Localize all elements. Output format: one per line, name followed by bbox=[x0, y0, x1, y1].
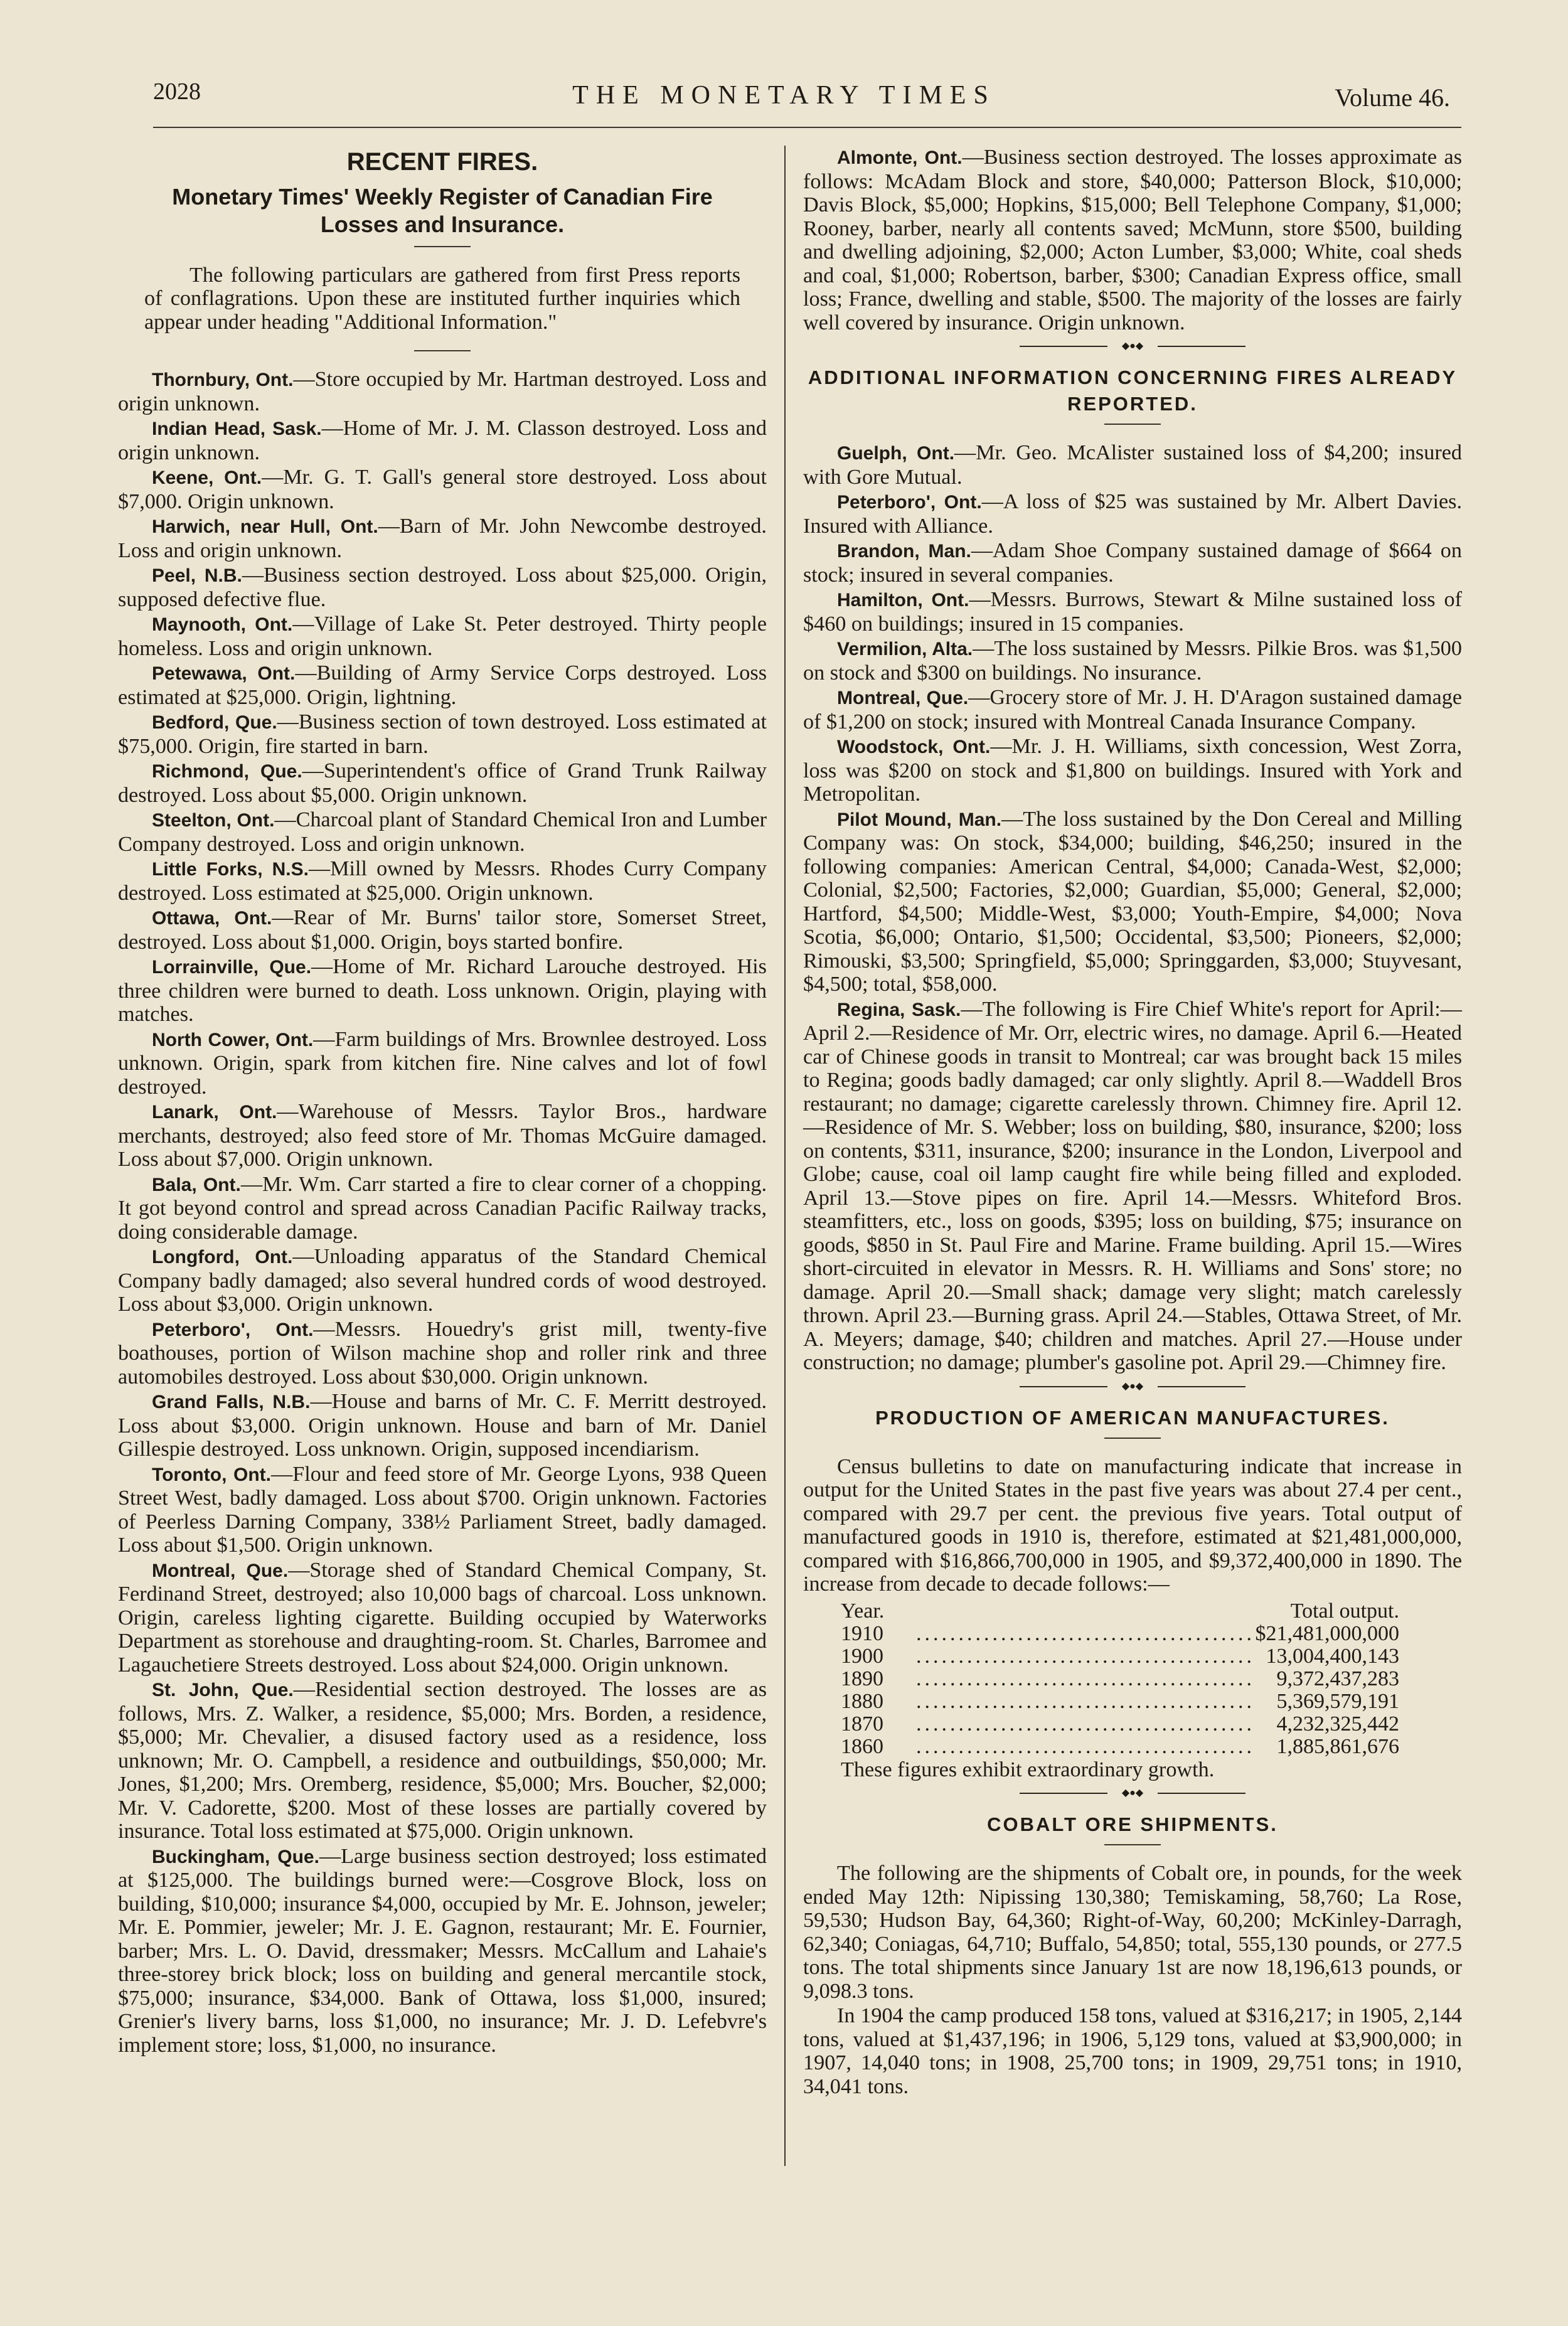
fires-entry bbox=[118, 417, 767, 464]
entry-text: —Storage shed of Standard Chemical Company, St. Ferdinand Street, destroyed; also 10,000 bags of charcoal. Loss unknown. Origin, careless lighting cigarette. Building occupied by Waterworks Department as storehouse and draughting-room. St. Charles, Barromee and Lagauchetiere Streets destroyed. Loss about $24,000. Origin unknown. bbox=[118, 1558, 767, 1677]
ornament-divider: ◆●◆ bbox=[1020, 1788, 1245, 1799]
place-name: Bala, Ont. bbox=[152, 1174, 241, 1195]
short-rule bbox=[1104, 1844, 1161, 1845]
fires-intro: The following particulars are gathered from first Press reports of conflagrations. Upon these are instituted further inquiries which appear under heading "Additional Information." bbox=[144, 263, 740, 334]
fires-entry bbox=[118, 759, 767, 807]
output-cell: 1,885,861,676 bbox=[1276, 1734, 1399, 1758]
leader-dots: ........................................ bbox=[916, 1645, 1255, 1668]
place-name: Toronto, Ont. bbox=[152, 1464, 272, 1485]
place-name: Maynooth, Ont. bbox=[152, 614, 293, 635]
fires-entry bbox=[118, 955, 767, 1027]
leader-dots: ........................................ bbox=[916, 1690, 1255, 1713]
additional-entry bbox=[803, 998, 1462, 1375]
fire-entry-list bbox=[118, 368, 767, 2057]
place-name: Thornbury, Ont. bbox=[152, 370, 294, 390]
additional-entry bbox=[803, 490, 1462, 538]
year-cell: 1900 bbox=[841, 1644, 883, 1668]
output-cell: 5,369,579,191 bbox=[1276, 1689, 1399, 1713]
entry-text: —Village of Lake St. Peter destroyed. Thirty people homeless. Loss and origin unknown. bbox=[118, 612, 767, 660]
output-table bbox=[841, 1600, 1399, 1758]
place-name: Montreal, Que. bbox=[152, 1560, 289, 1581]
output-header: Total output. bbox=[1290, 1599, 1399, 1623]
header-rule bbox=[153, 127, 1461, 128]
entry-text: —Large business section destroyed; loss estimated at $125,000. The buildings burned were:—Cosgrove Block, loss on building, $10,000; insurance $4,000, occupied by Mr. E. Johnson, jeweler; Mr. E. Pommier, jeweler; Mr. J. E. Gagnon, restaurant; Mr. E. Fournier, barber; Mrs. L. O. David, dressmaker; Messrs. McCallum and Lahaie's three-storey brick block; loss on building and general mercantile stock, $75,000; insurance, $34,000. Bank of Ottawa, loss $1,000, insured; Grenier's livery barns, loss $1,000, no insurance; Mr. J. D. Lefebvre's implement store; loss, $1,000, no insurance. bbox=[118, 1844, 767, 2057]
fires-entry bbox=[118, 1245, 767, 1316]
year-cell: 1880 bbox=[841, 1689, 883, 1713]
fires-entry bbox=[118, 808, 767, 856]
output-row bbox=[841, 1623, 1399, 1645]
fires-entry bbox=[118, 857, 767, 905]
place-name: Vermilion, Alta. bbox=[837, 639, 973, 659]
fires-entry bbox=[118, 1463, 767, 1557]
ornament-divider: ◆●◆ bbox=[1020, 341, 1245, 352]
output-cell: 9,372,437,283 bbox=[1276, 1667, 1399, 1690]
year-header: Year. bbox=[841, 1599, 885, 1623]
place-name: Almonte, Ont. bbox=[837, 147, 963, 168]
place-name: Grand Falls, N.B. bbox=[152, 1392, 311, 1412]
manufactures-note: These figures exhibit extraordinary growth. bbox=[841, 1758, 1215, 1781]
entry-text: —Superintendent's office of Grand Trunk Railway destroyed. Loss about $5,000. Origin unknown. bbox=[118, 759, 767, 807]
volume-label: Volume 46. bbox=[1335, 83, 1450, 112]
entry-text: —The loss sustained by Messrs. Pilkie Bros. was $1,500 on stock and $300 on buildings. No insurance. bbox=[803, 637, 1462, 685]
place-name: Harwich, near Hull, Ont. bbox=[152, 516, 378, 537]
place-name: Montreal, Que. bbox=[837, 688, 969, 708]
place-name: Woodstock, Ont. bbox=[837, 737, 991, 757]
place-name: Longford, Ont. bbox=[152, 1247, 293, 1267]
place-name: Peterboro', Ont. bbox=[837, 492, 982, 513]
place-name: North Cower, Ont. bbox=[152, 1029, 314, 1050]
short-rule bbox=[1104, 424, 1161, 425]
fires-entry bbox=[118, 1318, 767, 1389]
place-name: Indian Head, Sask. bbox=[152, 419, 322, 439]
entry-text: —Home of Mr. J. M. Classon destroyed. Loss and origin unknown. bbox=[118, 417, 767, 464]
entry-text: —Adam Shoe Company sustained damage of $664 on stock; insured in several companies. bbox=[803, 539, 1462, 587]
column-divider bbox=[784, 146, 786, 2166]
output-row bbox=[841, 1736, 1399, 1758]
short-rule bbox=[414, 246, 471, 247]
cobalt-paragraph-2: In 1904 the camp produced 158 tons, valued at $316,217; in 1905, 2,144 tons, valued at $1,437,196; in 1906, 5,129 tons, valued at $3,900,000; in 1907, 14,040 tons; in 1908, 25,700 tons; in 1909, 29,751 tons; in 1910, 34,041 tons. bbox=[803, 2004, 1462, 2098]
place-name: Lanark, Ont. bbox=[152, 1102, 277, 1123]
additional-title: ADDITIONAL INFORMATION CONCERNING FIRES ALREADY REPORTED. bbox=[808, 366, 1458, 415]
place-name: Peel, N.B. bbox=[152, 565, 242, 586]
place-name: Bedford, Que. bbox=[152, 712, 277, 733]
entry-text: —Store occupied by Mr. Hartman destroyed. Loss and origin unknown. bbox=[118, 368, 767, 415]
fires-entry bbox=[118, 710, 767, 758]
place-name: Pilot Mound, Man. bbox=[837, 809, 1002, 830]
entry-text: —Home of Mr. Richard Larouche destroyed. His three children were burned to death. Loss unknown. Origin, playing with matches. bbox=[118, 955, 767, 1026]
output-cell: $21,481,000,000 bbox=[1255, 1621, 1399, 1645]
fires-title: RECENT FIRES. bbox=[346, 148, 538, 176]
place-name: Ottawa, Ont. bbox=[152, 908, 272, 929]
output-row bbox=[841, 1690, 1399, 1713]
fires-entry bbox=[118, 1845, 767, 2057]
entry-text: —Barn of Mr. John Newcombe destroyed. Loss and origin unknown. bbox=[118, 515, 767, 562]
manufactures-title: PRODUCTION OF AMERICAN MANUFACTURES. bbox=[875, 1406, 1390, 1429]
entry-text: —The loss sustained by the Don Cereal and Milling Company was: On stock, $34,000; building, $46,250; insured in the following companies: American Central, $4,000; Canada-West, $2,000; Colonial, $2,500; Factories, $2,000; Guardian, $5,000; General, $2,000; Hartford, $4,500; Middle-West, $3,000; Youth-Empire, $4,000; Nova Scotia, $6,000; Ontario, $1,500; Occidental, $3,500; Pioneers, $2,000; Rimouski, $3,500; Springfield, $5,000; Springgarden, $3,000; Stuyvesant, $4,500; total, $58,000. bbox=[803, 807, 1462, 996]
output-row bbox=[841, 1713, 1399, 1736]
fires-entry bbox=[118, 1028, 767, 1099]
fires-entry bbox=[118, 661, 767, 709]
entry-text: —Rear of Mr. Burns' tailor store, Somerset Street, destroyed. Loss about $1,000. Origin, boys started bonfire. bbox=[118, 906, 767, 954]
output-cell: 4,232,325,442 bbox=[1276, 1712, 1399, 1736]
cobalt-title: COBALT ORE SHIPMENTS. bbox=[987, 1813, 1278, 1835]
right-column bbox=[803, 146, 1462, 2099]
additional-entry bbox=[803, 637, 1462, 685]
fires-entry bbox=[118, 1678, 767, 1843]
leader-dots: ........................................ bbox=[916, 1735, 1255, 1758]
entry-text: —Mr. J. H. Williams, sixth concession, West Zorra, loss was $200 on stock and $1,800 on buildings. Insured with York and Metropolitan. bbox=[803, 735, 1462, 806]
ornament-divider: ◆●◆ bbox=[1020, 1381, 1245, 1392]
journal-title: THE MONETARY TIMES bbox=[572, 81, 996, 110]
additional-entry bbox=[803, 735, 1462, 806]
year-cell: 1890 bbox=[841, 1667, 883, 1690]
place-name: St. John, Que. bbox=[152, 1680, 294, 1700]
entry-text: —Charcoal plant of Standard Chemical Iron and Lumber Company destroyed. Loss and origin unknown. bbox=[118, 808, 767, 856]
leader-dots: ........................................ bbox=[916, 1622, 1255, 1645]
fires-entry bbox=[118, 612, 767, 660]
entry-text: —Mr. Geo. McAlister sustained loss of $4,200; insured with Gore Mutual. bbox=[803, 441, 1462, 489]
fires-entry bbox=[118, 1100, 767, 1171]
entry-text: —Grocery store of Mr. J. H. D'Aragon sustained damage of $1,200 on stock; insured with Montreal Canada Insurance Company. bbox=[803, 686, 1463, 734]
place-name: Steelton, Ont. bbox=[152, 810, 275, 831]
year-cell: 1860 bbox=[841, 1734, 883, 1758]
place-name: Little Forks, N.S. bbox=[152, 859, 309, 880]
cobalt-paragraph-1: The following are the shipments of Cobalt ore, in pounds, for the week ended May 12th: Nipissing 130,380; Temiskaming, 58,760; La Rose, 59,530; Hudson Bay, 64,360; Right-of-Way, 60,200; McKinley-Darragh, 62,340; Coniagas, 64,710; Buffalo, 54,850; total, 555,130 pounds, or 277.5 tons. The total shipments since January 1st are now 18,196,613 pounds, or 9,098.3 tons. bbox=[803, 1862, 1462, 2003]
additional-entry bbox=[803, 539, 1462, 587]
output-row bbox=[841, 1668, 1399, 1690]
additional-entry bbox=[803, 588, 1462, 636]
entry-text: —The following is Fire Chief White's report for April:—April 2.—Residence of Mr. Orr, electric wires, no damage. April 6.—Heated car of Chinese goods in transit to Montreal; car was brought back 15 miles to Regina; goods badly damaged; car only slightly. April 8.—Waddell Bros restaurant; no damage; cigarette carelessly thrown. Chimney fire. April 12.—Residence of Mr. S. Webber; loss on building, $80, insurance, $200; loss on contents, $311, insurance, $200; insurance in the London, Liverpool and Globe; cause, coal oil lamp caught fire while being filled and exploded. April 13.—Stove pipes on fire. April 14.—Messrs. Whiteford Bros. steamfitters, etc., loss on goods, $395; loss on building, $75; insurance on goods, $850 in St. Paul Fire and Marine. Frame building. April 15.—Wires short-circuited in elevator in Messrs. R. H. Williams and Sons' store; no damage. April 20.—Small shack; damage very slight; match carelessly thrown. April 23.—Burning grass. April 24.—Stables, Ottawa Street, of Mr. A. Meyers; damage, $40; children and matches. April 27.—House under construction; no damage; plumber's gasoline pot. April 29.—Chimney fire. bbox=[803, 997, 1462, 1374]
leader-dots: ........................................ bbox=[916, 1712, 1255, 1736]
fires-entry bbox=[118, 1390, 767, 1461]
short-rule bbox=[1104, 1438, 1161, 1439]
entry-text: —Unloading apparatus of the Standard Chemical Company badly damaged; also several hundred cords of wood destroyed. Loss about $3,000. Origin unknown. bbox=[118, 1245, 767, 1316]
place-name: Regina, Sask. bbox=[837, 999, 961, 1020]
entry-text: —Warehouse of Messrs. Taylor Bros., hardware merchants, destroyed; also feed store of Mr. Thomas McGuire damaged. Loss about $7,000. Origin unknown. bbox=[118, 1100, 767, 1171]
entry-text: —A loss of $25 was sustained by Mr. Albert Davies. Insured with Alliance. bbox=[803, 490, 1462, 538]
page-number: 2028 bbox=[153, 78, 201, 105]
additional-entry bbox=[803, 686, 1462, 734]
fires-entry bbox=[118, 563, 767, 611]
additional-entry-list bbox=[803, 441, 1462, 1375]
running-header bbox=[0, 74, 1568, 124]
entry-text: —Farm buildings of Mrs. Brownlee destroyed. Loss unknown. Origin, spark from kitchen fire. Nine calves and lot of fowl destroyed. bbox=[118, 1027, 767, 1099]
place-name: Peterboro', Ont. bbox=[152, 1319, 314, 1340]
entry-text: —Messrs. Houedry's grist mill, twenty-five boathouses, portion of Wilson machine shop and roller rink and three automobiles destroyed. Loss about $30,000. Origin unknown. bbox=[118, 1317, 767, 1389]
place-name: Buckingham, Que. bbox=[152, 1846, 319, 1867]
entry-text: —Business section destroyed. Loss about $25,000. Origin, supposed defective flue. bbox=[118, 563, 767, 611]
place-name: Hamilton, Ont. bbox=[837, 590, 969, 611]
short-rule bbox=[414, 350, 471, 351]
output-row bbox=[841, 1645, 1399, 1668]
entry-text: —House and barns of Mr. C. F. Merritt destroyed. Loss about $3,000. Origin unknown. House and barn of Mr. Daniel Gillespie destroyed. Loss unknown. Origin, supposed incendiarism. bbox=[118, 1390, 767, 1461]
place-name: Lorrainville, Que. bbox=[152, 957, 312, 978]
fires-entry bbox=[803, 146, 1462, 334]
entry-text: —Mill owned by Messrs. Rhodes Curry Company destroyed. Loss estimated at $25,000. Origin unknown. bbox=[118, 857, 767, 905]
place-name: Guelph, Ont. bbox=[837, 443, 955, 464]
entry-text: —Mr. G. T. Gall's general store destroyed. Loss about $7,000. Origin unknown. bbox=[118, 466, 767, 513]
year-cell: 1910 bbox=[841, 1621, 883, 1645]
entry-text: —Building of Army Service Corps destroyed. Loss estimated at $25,000. Origin, lightning. bbox=[118, 661, 767, 709]
entry-text: —Business section of town destroyed. Loss estimated at $75,000. Origin, fire started in barn. bbox=[118, 710, 767, 758]
place-name: Richmond, Que. bbox=[152, 761, 302, 782]
fires-entry bbox=[118, 466, 767, 513]
entry-text: —Flour and feed store of Mr. George Lyons, 938 Queen Street West, badly damaged. Loss about $700. Origin unknown. Factories of Peerless Darning Company, 338½ Parliament Street, badly damaged. Loss about $1,500. Origin unknown. bbox=[118, 1462, 767, 1557]
entry-text: —Messrs. Burrows, Stewart & Milne sustained loss of $460 on buildings; insured in 15 companies. bbox=[803, 588, 1462, 636]
place-name: Petewawa, Ont. bbox=[152, 663, 296, 684]
entry-text: —Business section destroyed. The losses approximate as follows: McAdam Block and store, $40,000; Patterson Block, $10,000; Davis Block, $5,000; Hopkins, $15,000; Bell Telephone Company, $1,000; Rooney, barber, nearly all contents saved; McMunn, store $500, building and dwelling adjoining, $2,000; Acton Lumber, $3,000; White, coal sheds and coal, $1,000; Robertson, barber, $300; Canadian Express office, small loss; France, dwelling and stable, $500. The majority of the losses are fairly well covered by insurance. Origin unknown. bbox=[803, 146, 1462, 334]
output-cell: 13,004,400,143 bbox=[1266, 1644, 1399, 1668]
left-column bbox=[118, 146, 767, 2058]
fires-entry bbox=[118, 906, 767, 954]
place-name: Keene, Ont. bbox=[152, 467, 262, 488]
entry-text: —Residential section destroyed. The losses are as follows, Mrs. Z. Walker, a residence, $5,000; Mrs. Borden, a residence, $5,000; Mr. Chevalier, a disused factory used as a residence, loss unknown; Mr. O. Campbell, a residence and outbuildings, $50,000; Mr. Jones, $1,200; Mrs. Oremberg, residence, $5,000; Mrs. Boucher, $2,000; Mr. V. Cadorette, $200. Most of these losses are partially covered by insurance. Total loss estimated at $75,000. Origin unknown. bbox=[118, 1678, 767, 1843]
fires-entry bbox=[118, 1173, 767, 1244]
fires-subtitle: Monetary Times' Weekly Register of Canadian Fire Losses and Insurance. bbox=[172, 183, 713, 237]
additional-entry bbox=[803, 441, 1462, 489]
fires-entry bbox=[118, 368, 767, 415]
place-name: Brandon, Man. bbox=[837, 541, 971, 562]
leader-dots: ........................................ bbox=[916, 1667, 1255, 1690]
fires-entry bbox=[118, 515, 767, 562]
manufactures-intro: Census bulletins to date on manufacturing indicate that increase in output for the United States in the past five years was about 27.4 per cent., compared with 29.7 per cent. the previous five years. Total output of manufactured goods in 1910 is, therefore, estimated at $21,481,000,000, compared with $16,866,700,000 in 1905, and $9,372,400,000 in 1890. The increase from decade to decade follows:— bbox=[803, 1454, 1462, 1596]
additional-entry bbox=[803, 808, 1462, 996]
fire-entry-list-continued bbox=[803, 146, 1462, 334]
entry-text: —Mr. Wm. Carr started a fire to clear corner of a chopping. It got beyond control and spread across Canadian Pacific Railway tracks, doing considerable damage. bbox=[118, 1172, 767, 1244]
year-cell: 1870 bbox=[841, 1712, 883, 1736]
fires-entry bbox=[118, 1559, 767, 1677]
